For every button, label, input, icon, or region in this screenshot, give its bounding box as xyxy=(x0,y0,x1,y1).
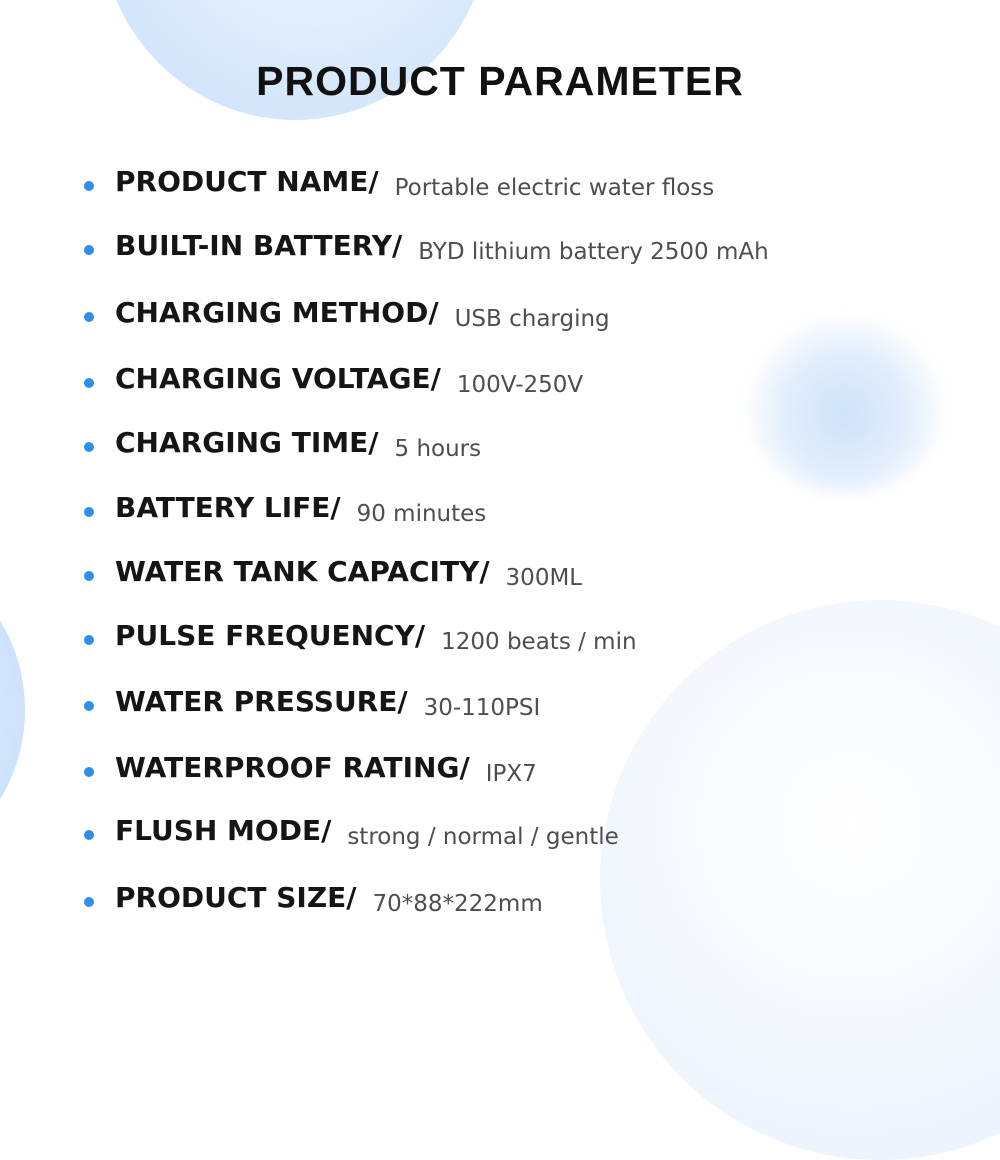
bullet-icon xyxy=(84,312,94,322)
param-value: BYD lithium battery 2500 mAh xyxy=(418,239,769,265)
param-label: CHARGING TIME/ xyxy=(115,426,379,459)
bullet-icon xyxy=(84,571,94,581)
param-label: PRODUCT NAME/ xyxy=(115,165,379,198)
param-label: CHARGING VOLTAGE/ xyxy=(115,362,441,395)
param-row-product-size xyxy=(0,881,1000,921)
param-value: USB charging xyxy=(454,306,610,332)
param-label: WATERPROOF RATING/ xyxy=(115,751,470,784)
param-label: WATER TANK CAPACITY/ xyxy=(115,555,490,588)
bullet-icon xyxy=(84,245,94,255)
param-label: WATER PRESSURE/ xyxy=(115,685,408,718)
param-value: 100V-250V xyxy=(456,372,584,398)
bullet-icon xyxy=(84,181,94,191)
param-value: Portable electric water floss xyxy=(394,175,715,201)
param-value: 300ML xyxy=(505,565,583,591)
param-value: 90 minutes xyxy=(356,501,487,527)
param-value: strong / normal / gentle xyxy=(347,824,619,850)
param-value: IPX7 xyxy=(485,761,537,787)
param-label: PULSE FREQUENCY/ xyxy=(115,619,426,652)
param-row-charging-time xyxy=(0,426,1000,466)
bullet-icon xyxy=(84,635,94,645)
param-value: 1200 beats / min xyxy=(441,629,637,655)
param-row-battery-life xyxy=(0,491,1000,531)
bullet-icon xyxy=(84,897,94,907)
param-label: BATTERY LIFE/ xyxy=(115,491,341,524)
param-label: BUILT-IN BATTERY/ xyxy=(115,229,403,262)
bullet-icon xyxy=(84,701,94,711)
bullet-icon xyxy=(84,507,94,517)
param-row-built-in-battery xyxy=(0,229,1000,269)
param-value: 5 hours xyxy=(394,436,482,462)
param-row-charging-voltage xyxy=(0,362,1000,402)
param-value: 70*88*222mm xyxy=(372,891,543,917)
param-label: PRODUCT SIZE/ xyxy=(115,881,357,914)
param-row-water-tank-capacity xyxy=(0,555,1000,595)
param-row-product-name xyxy=(0,165,1000,205)
param-label: FLUSH MODE/ xyxy=(115,814,332,847)
param-row-charging-method xyxy=(0,296,1000,336)
param-row-flush-mode xyxy=(0,814,1000,854)
param-row-waterproof-rating xyxy=(0,751,1000,791)
bullet-icon xyxy=(84,378,94,388)
bullet-icon xyxy=(84,442,94,452)
page-title: PRODUCT PARAMETER xyxy=(256,58,744,104)
param-value: 30-110PSI xyxy=(423,695,541,721)
bullet-icon xyxy=(84,767,94,777)
param-label: CHARGING METHOD/ xyxy=(115,296,439,329)
bullet-icon xyxy=(84,830,94,840)
param-row-pulse-frequency xyxy=(0,619,1000,659)
param-row-water-pressure xyxy=(0,685,1000,725)
